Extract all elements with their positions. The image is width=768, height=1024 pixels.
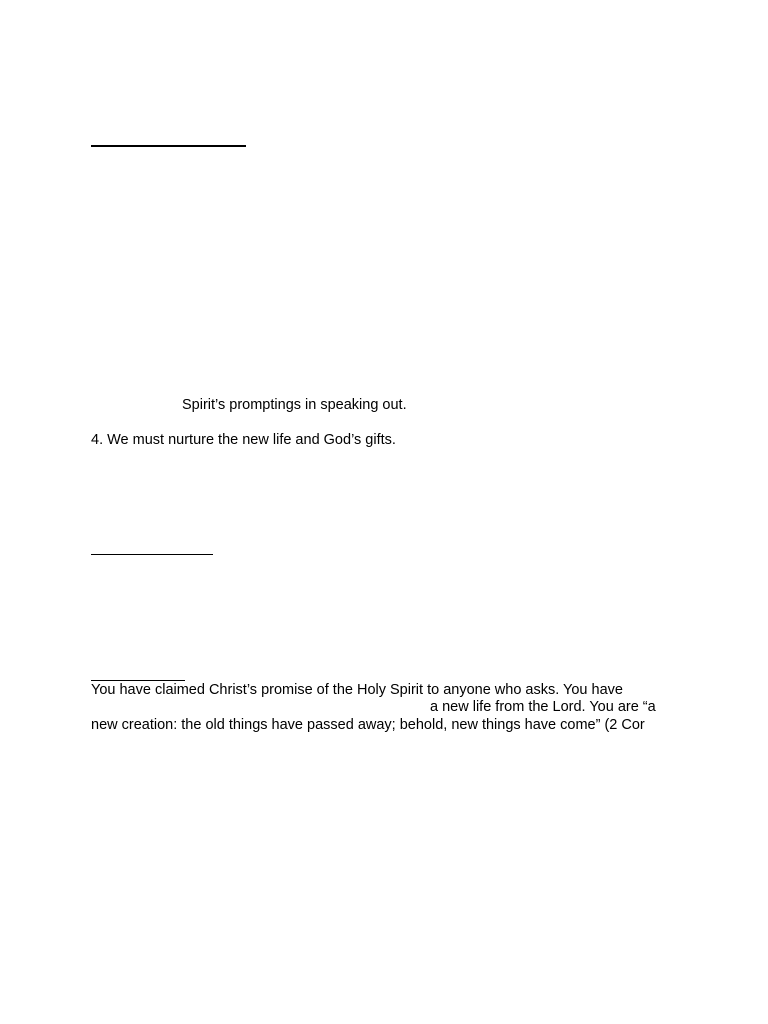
text-line: 4. We must nurture the new life and God’s gifts. — [91, 432, 396, 448]
text-line: Spirit’s promptings in speaking out. — [182, 397, 407, 413]
text-line: a new life from the Lord. You are “a — [430, 699, 656, 715]
text-line: new creation: the old things have passed away; behold, new things have come” (2 Cor — [91, 717, 645, 733]
blank-underline — [91, 145, 246, 147]
blank-underline — [91, 554, 213, 555]
text-line: You have claimed Christ’s promise of the Holy Spirit to anyone who asks. You have — [91, 682, 623, 698]
blank-underline — [91, 680, 185, 681]
